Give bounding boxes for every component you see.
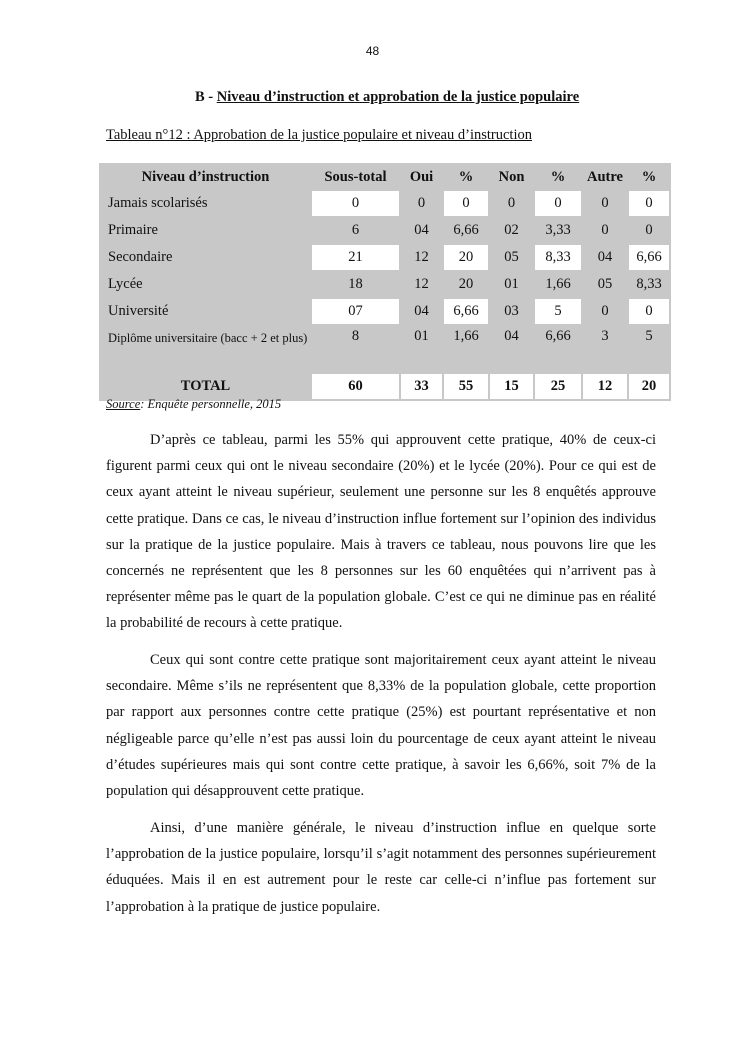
total-oui: 33: [400, 373, 443, 400]
total-non: 15: [489, 373, 534, 400]
header-niveau: Niveau d’instruction: [100, 164, 311, 190]
cell-non-pct: 1,66: [534, 271, 582, 298]
cell-non-pct: 6,66: [534, 325, 582, 373]
table-row: [100, 190, 670, 217]
total-oui-pct: 55: [443, 373, 489, 400]
cell-sous-total: 18: [311, 271, 400, 298]
table-row: [100, 217, 670, 244]
row-label: Primaire: [100, 217, 311, 244]
row-label: Diplôme universitaire (bacc + 2 et plus): [100, 325, 311, 373]
cell-non: 04: [489, 325, 534, 373]
table-row: [100, 271, 670, 298]
table-row: [100, 325, 670, 373]
cell-oui: 04: [400, 298, 443, 325]
cell-autre: 05: [582, 271, 628, 298]
total-label: TOTAL: [100, 373, 311, 400]
cell-autre-pct: 6,66: [628, 244, 670, 271]
cell-sous-total: 21: [311, 244, 400, 271]
total-sous-total: 60: [311, 373, 400, 400]
header-autre-pct: %: [628, 164, 670, 190]
cell-oui-pct: 0: [443, 190, 489, 217]
cell-oui-pct: 1,66: [443, 325, 489, 373]
cell-sous-total: 6: [311, 217, 400, 244]
cell-autre-pct: 8,33: [628, 271, 670, 298]
header-non-pct: %: [534, 164, 582, 190]
table-row: [100, 298, 670, 325]
page-number: 48: [365, 44, 380, 58]
paragraph: Ainsi, d’une manière générale, le niveau d’instruction influe en quelque sorte l’approbation de la justice populaire, lorsqu’il s’agit notamment des personnes supérieurement éduquées. Mais il en est autrement pour le reste car celle-ci n’influe pas fortement sur l’approbation à la pratique de justice populaire.: [106, 820, 656, 915]
table-row: [100, 244, 670, 271]
header-autre: Autre: [582, 164, 628, 190]
section-title: [195, 89, 579, 106]
row-label: Lycée: [100, 271, 311, 298]
cell-oui-pct: 6,66: [443, 298, 489, 325]
section-prefix: B -: [195, 89, 217, 105]
table-total-row: [100, 373, 670, 400]
row-label: Université: [100, 298, 311, 325]
cell-oui-pct: 6,66: [443, 217, 489, 244]
total-autre-pct: 20: [628, 373, 670, 400]
cell-autre: 0: [582, 190, 628, 217]
total-non-pct: 25: [534, 373, 582, 400]
cell-non: 01: [489, 271, 534, 298]
table-header-row: [100, 164, 670, 190]
cell-oui-pct: 20: [443, 271, 489, 298]
cell-autre-pct: 0: [628, 190, 670, 217]
cell-oui: 04: [400, 217, 443, 244]
paragraph-1-block: [106, 427, 656, 637]
table-caption: Tableau n°12 : Approbation de la justice populaire et niveau d’instruction: [106, 127, 532, 143]
table-source: [106, 397, 281, 412]
cell-non: 03: [489, 298, 534, 325]
cell-autre-pct: 0: [628, 298, 670, 325]
cell-autre-pct: 0: [628, 217, 670, 244]
source-text: : Enquête personnelle, 2015: [140, 397, 282, 411]
cell-non: 05: [489, 244, 534, 271]
cell-autre: 0: [582, 298, 628, 325]
total-autre: 12: [582, 373, 628, 400]
header-oui-pct: %: [443, 164, 489, 190]
cell-oui: 12: [400, 271, 443, 298]
cell-sous-total: 0: [311, 190, 400, 217]
cell-oui: 01: [400, 325, 443, 373]
cell-sous-total: 8: [311, 325, 400, 373]
cell-oui: 0: [400, 190, 443, 217]
source-label: Source: [106, 397, 141, 411]
header-sous-total: Sous-total: [311, 164, 400, 190]
cell-non-pct: 5: [534, 298, 582, 325]
paragraph: Ceux qui sont contre cette pratique sont majoritairement ceux ayant atteint le niveau secondaire. Même s’ils ne représentent que 8,33% de la population globale, cette proportion par rapport aux personnes contre cette pratique (25%) est pourtant représentative et non négligeable parce qu’elle n’est pas aussi loin du pourcentage de ceux ayant atteint le niveau d’études supérieures mais qui sont contre cette pratique, à savoir les 6,66%, soit 7% de la population qui désapprouvent cette pratique.: [106, 652, 656, 800]
paragraph-2-block: [106, 647, 656, 804]
header-oui: Oui: [400, 164, 443, 190]
cell-autre-pct: 5: [628, 325, 670, 373]
header-non: Non: [489, 164, 534, 190]
row-label: Jamais scolarisés: [100, 190, 311, 217]
cell-autre: 0: [582, 217, 628, 244]
cell-non: 02: [489, 217, 534, 244]
paragraph: D’après ce tableau, parmi les 55% qui approuvent cette pratique, 40% de ceux-ci figurent parmi ceux qui ont le niveau secondaire (20%) et le lycée (20%). Pour ce qui est de ceux ayant atteint le niveau supérieur, seulement une personne sur les 8 enquêtés approuve cette pratique. Dans ce cas, le niveau d’instruction influe fortement sur l’opinion des individus sur la pratique de la justice populaire. Mais à travers ce tableau, nous pouvons lire que les concernés ne représentent que les 8 personnes sur les 60 enquêtées qui n’arrivent pas à représenter même pas le quart de la population globale. C’est ce qui ne diminue pas en réalité la probabilité de recours à cette pratique.: [106, 432, 656, 632]
section-title-text: Niveau d’instruction et approbation de la justice populaire: [216, 89, 580, 105]
cell-oui: 12: [400, 244, 443, 271]
cell-autre: 04: [582, 244, 628, 271]
cell-non: 0: [489, 190, 534, 217]
cell-autre: 3: [582, 325, 628, 373]
cell-non-pct: 3,33: [534, 217, 582, 244]
row-label: Secondaire: [100, 244, 311, 271]
cell-oui-pct: 20: [443, 244, 489, 271]
cell-non-pct: 8,33: [534, 244, 582, 271]
paragraph-3-block: [106, 815, 656, 920]
data-table: [99, 163, 671, 401]
cell-non-pct: 0: [534, 190, 582, 217]
cell-sous-total: 07: [311, 298, 400, 325]
